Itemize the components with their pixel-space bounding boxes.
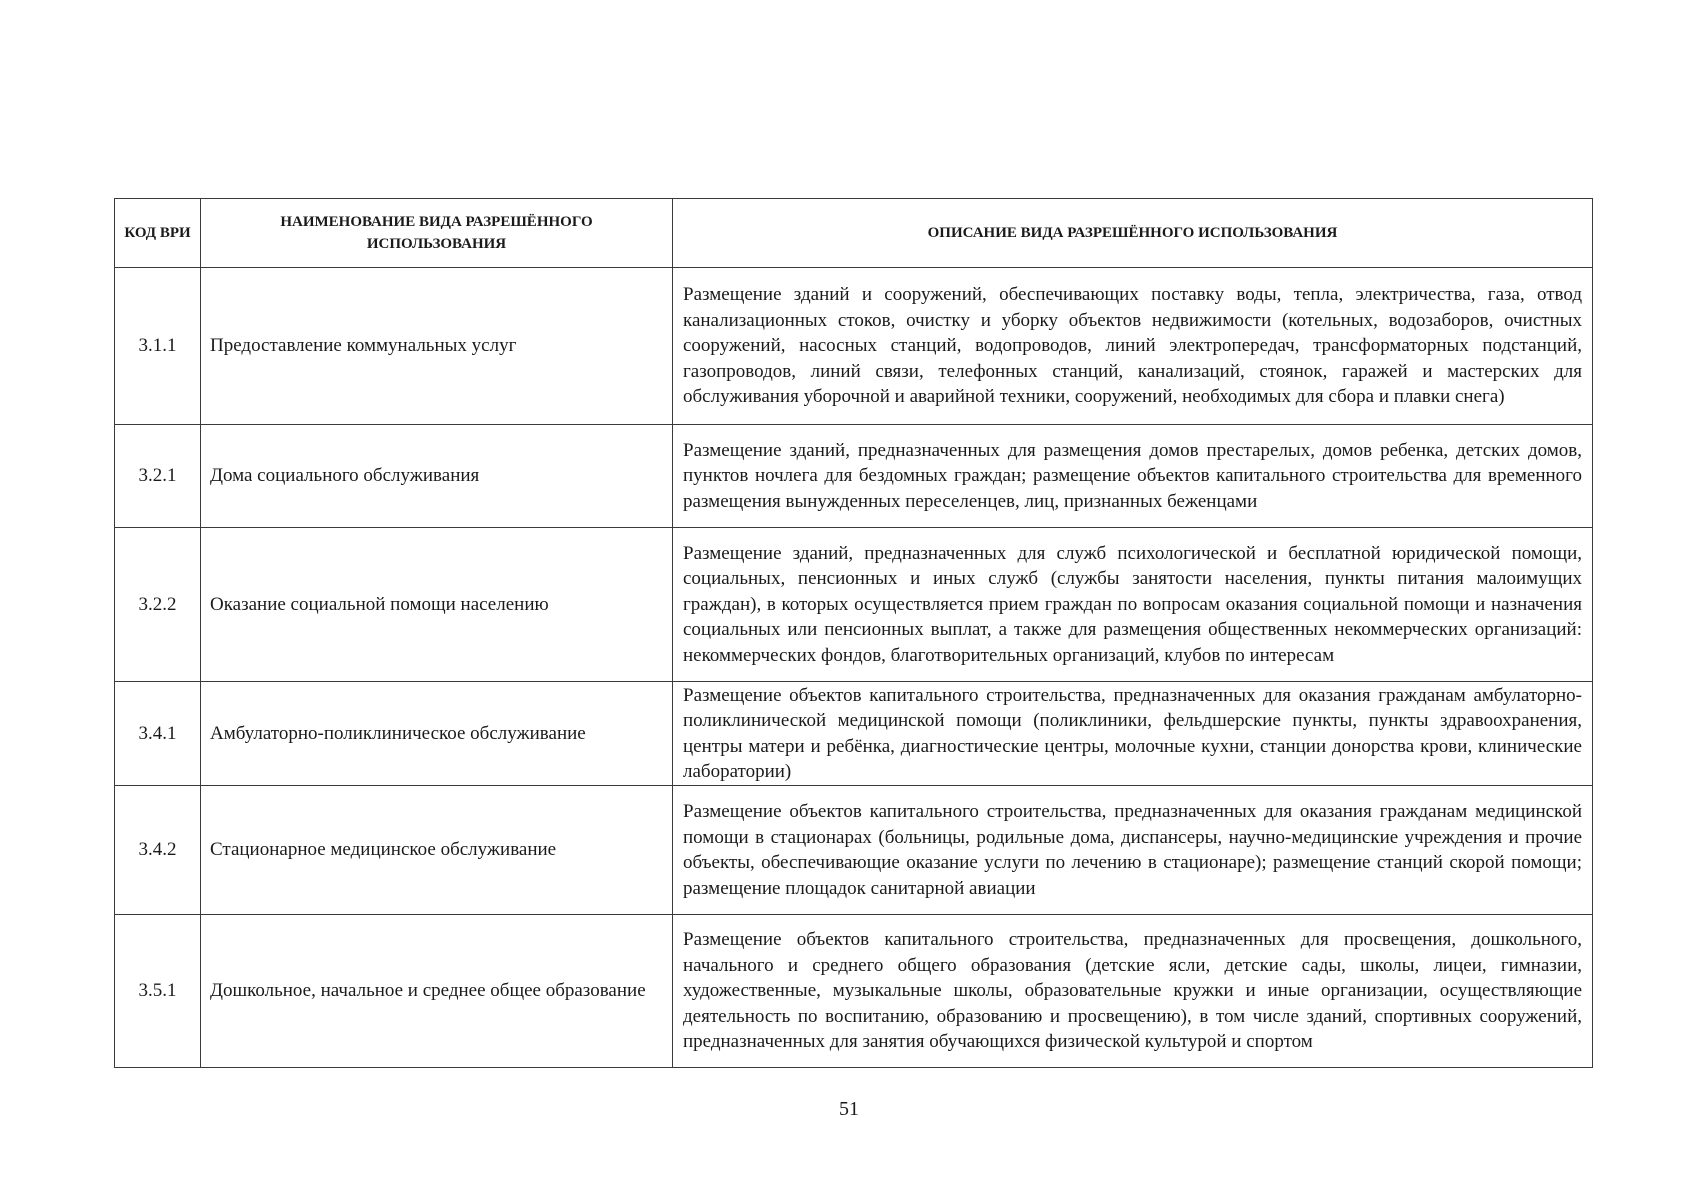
header-description: ОПИСАНИЕ ВИДА РАЗРЕШЁННОГО ИСПОЛЬЗОВАНИЯ [673,199,1593,268]
row-code: 3.2.2 [115,528,201,682]
row-code: 3.1.1 [115,268,201,425]
page-number: 51 [839,1098,859,1120]
header-code: КОД ВРИ [115,199,201,268]
row-name: Стационарное медицинское обслуживание [201,786,673,915]
table-row [115,268,1593,425]
table-body [115,268,1593,1068]
table-header [115,199,1593,268]
row-name: Предоставление коммунальных услуг [201,268,673,425]
table-row [115,915,1593,1068]
permitted-use-table [114,198,1593,1068]
row-code: 3.5.1 [115,915,201,1068]
header-name: НАИМЕНОВАНИЕ ВИДА РАЗРЕШЁННОГО ИСПОЛЬЗОВАНИЯ [201,199,673,268]
row-name: Амбулаторно-поликлиническое обслуживание [201,682,673,786]
table-row [115,682,1593,786]
table-row [115,528,1593,682]
row-name: Дома социального обслуживания [201,425,673,528]
row-description: Размещение зданий, предназначенных для размещения домов престарелых, домов ребенка, детских домов, пунктов ночлега для бездомных граждан; размещение объектов капитального строительства для временного размещения вынужденных переселенцев, лиц, признанных беженцами [673,425,1593,528]
table-row [115,786,1593,915]
row-code: 3.4.1 [115,682,201,786]
row-description: Размещение объектов капитального строительства, предназначенных для оказания гражданам медицинской помощи в стационарах (больницы, родильные дома, диспансеры, научно-медицинские учреждения и прочие объекты, обеспечивающие оказание услуги по лечению в стационаре); размещение станций скорой помощи; размещение площадок санитарной авиации [673,786,1593,915]
row-description: Размещение объектов капитального строительства, предназначенных для просвещения, дошкольного, начального и среднего общего образования (детские ясли, детские сады, школы, лицеи, гимназии, художественные, музыкальные школы, образовательные кружки и иные организации, осуществляющие деятельность по воспитанию, образованию и просвещению), в том числе зданий, спортивных сооружений, предназначенных для занятия обучающихся физической культурой и спортом [673,915,1593,1068]
table-row [115,425,1593,528]
header-row [115,199,1593,268]
row-name: Дошкольное, начальное и среднее общее образование [201,915,673,1068]
row-name: Оказание социальной помощи населению [201,528,673,682]
row-description: Размещение зданий и сооружений, обеспечивающих поставку воды, тепла, электричества, газа, отвод канализационных стоков, очистку и уборку объектов недвижимости (котельных, водозаборов, очистных сооружений, насосных станций, водопроводов, линий электропередач, трансформаторных подстанций, газопроводов, линий связи, телефонных станций, канализаций, стоянок, гаражей и мастерских для обслуживания уборочной и аварийной техники, сооружений, необходимых для сбора и плавки снега) [673,268,1593,425]
row-description: Размещение объектов капитального строительства, предназначенных для оказания гражданам амбулаторно-поликлинической медицинской помощи (поликлиники, фельдшерские пункты, пункты здравоохранения, центры матери и ребёнка, диагностические центры, молочные кухни, станции донорства крови, клинические лаборатории) [673,682,1593,786]
row-code: 3.2.1 [115,425,201,528]
row-description: Размещение зданий, предназначенных для служб психологической и бесплатной юридической помощи, социальных, пенсионных и иных служб (службы занятости населения, пункты питания малоимущих граждан), в которых осуществляется прием граждан по вопросам оказания социальной помощи и назначения социальных или пенсионных выплат, а также для размещения общественных некоммерческих организаций: некоммерческих фондов, благотворительных организаций, клубов по интересам [673,528,1593,682]
row-code: 3.4.2 [115,786,201,915]
